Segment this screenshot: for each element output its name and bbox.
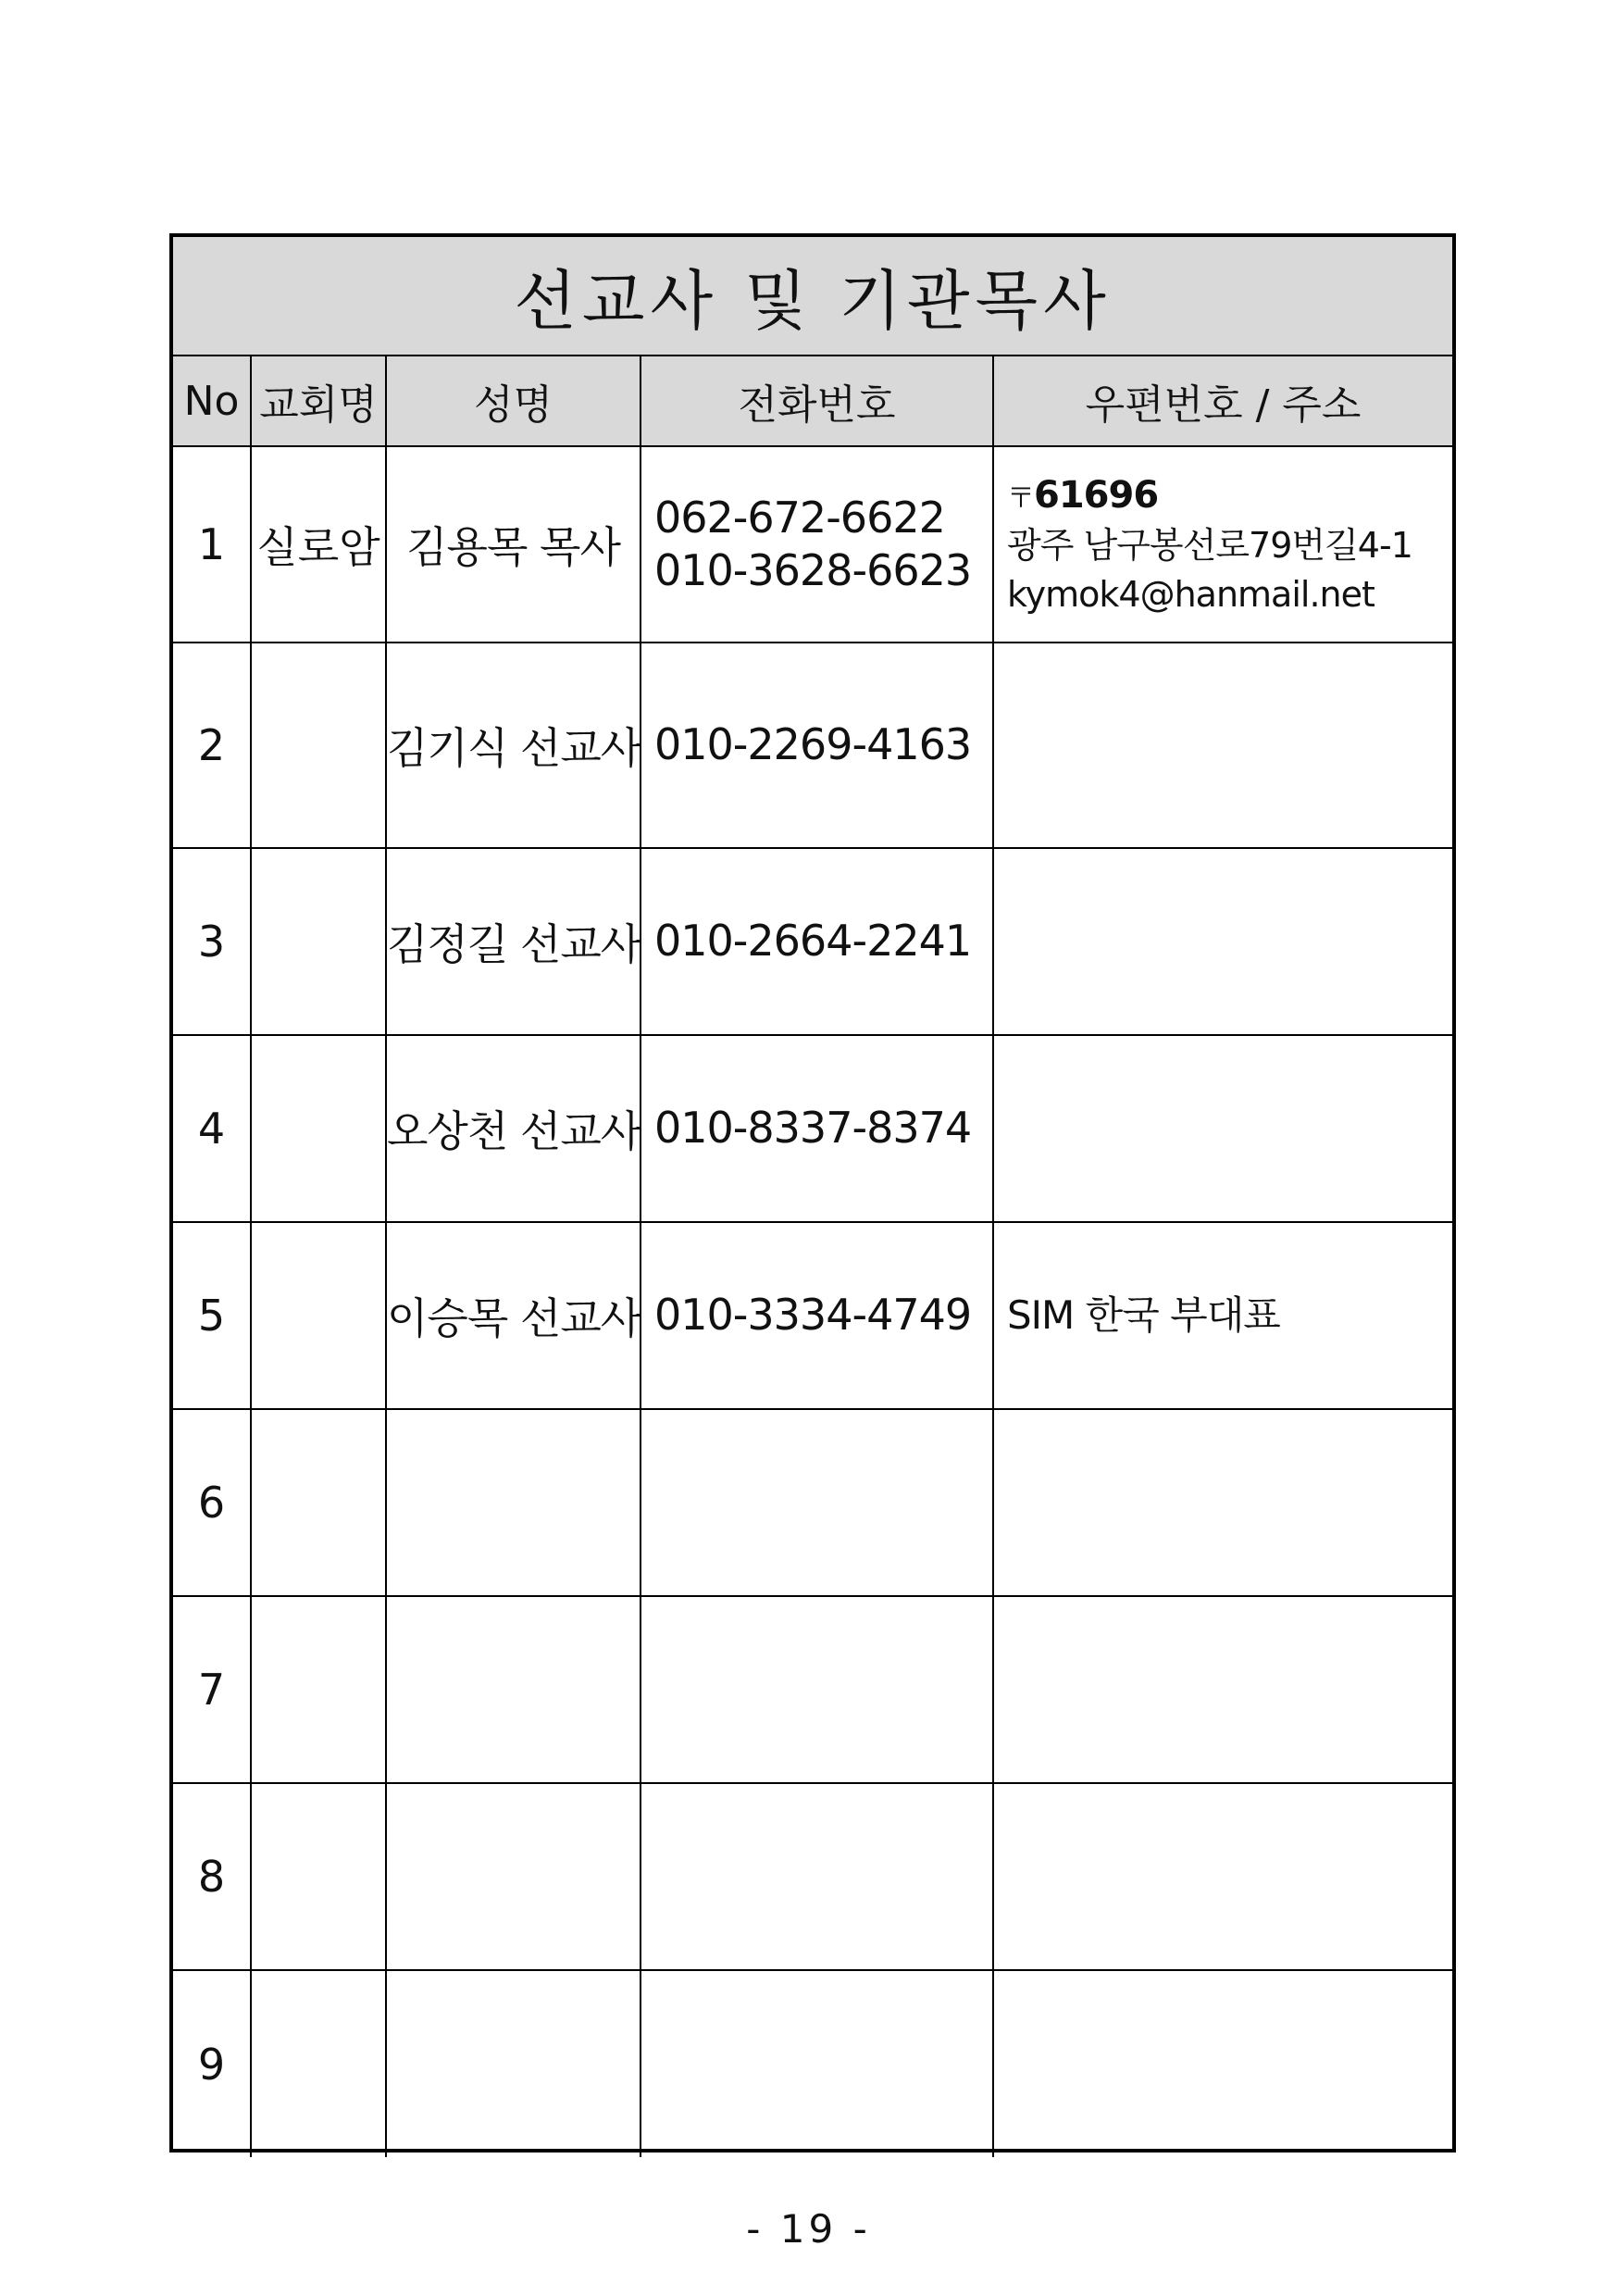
person-name: 김정길 선교사 [386,848,641,1035]
phone-number [641,1409,993,1596]
row-number: 3 [173,848,251,1035]
header-address: 우편번호 / 주소 [993,356,1452,446]
person-name [386,1783,641,1970]
phone-number [641,1596,993,1783]
row-number: 2 [173,643,251,848]
person-name: 김용목 목사 [386,446,641,643]
phone-number: 010-2664-2241 [641,848,993,1035]
phone-number: 010-8337-8374 [641,1035,993,1222]
page-title: 선교사 및 기관목사 [173,237,1452,356]
church-name [251,1035,386,1222]
header-no: No [173,356,251,446]
row-number: 6 [173,1409,251,1596]
postal-line [1007,469,1452,521]
table-row [173,1409,1452,1596]
person-name [386,1409,641,1596]
table-row [173,1222,1452,1409]
address-cell [993,446,1452,643]
table-row [173,1970,1452,2157]
person-name [386,1970,641,2157]
address-cell [993,1970,1452,2157]
person-name: 김기식 선교사 [386,643,641,848]
church-name: 실로암 [251,446,386,643]
row-number: 8 [173,1783,251,1970]
title-row [173,237,1452,356]
street-address: 광주 남구봉선로79번길4-1 [1007,524,1412,566]
header-name: 성명 [386,356,641,446]
phone-number: 010-2269-4163 [641,643,993,848]
postal-mark-icon: 〒 [1007,481,1034,515]
header-phone: 전화번호 [641,356,993,446]
church-name [251,1596,386,1783]
church-name [251,848,386,1035]
row-number: 4 [173,1035,251,1222]
address-note: SIM 한국 부대표 [993,1222,1452,1409]
phone-number: 062-672-6622 [654,492,945,543]
table-row [173,1783,1452,1970]
header-church: 교회명 [251,356,386,446]
address-cell [993,1783,1452,1970]
directory-table [173,237,1452,2157]
row-number: 1 [173,446,251,643]
phone-cell [641,446,993,643]
phone-number: 010-3334-4749 [641,1222,993,1409]
church-name [251,643,386,848]
table-row [173,848,1452,1035]
row-number: 5 [173,1222,251,1409]
postal-code: 61696 [1034,473,1159,517]
missionary-directory [169,233,1456,2152]
church-name [251,1783,386,1970]
table-row [173,1035,1452,1222]
page-number: - 19 - [746,2206,871,2252]
email-address: kymok4@hanmail.net [1007,574,1374,615]
phone-number [641,1970,993,2157]
person-name [386,1596,641,1783]
person-name: 오상천 선교사 [386,1035,641,1222]
header-row [173,356,1452,446]
church-name [251,1409,386,1596]
phone-number [641,1783,993,1970]
address-cell [993,643,1452,848]
address-cell [993,1596,1452,1783]
church-name [251,1970,386,2157]
person-name: 이승목 선교사 [386,1222,641,1409]
phone-number: 010-3628-6623 [654,545,972,595]
table-row [173,643,1452,848]
table-row [173,446,1452,643]
row-number: 7 [173,1596,251,1783]
row-number: 9 [173,1970,251,2157]
address-cell [993,848,1452,1035]
table-row [173,1596,1452,1783]
address-cell [993,1035,1452,1222]
address-cell [993,1409,1452,1596]
church-name [251,1222,386,1409]
